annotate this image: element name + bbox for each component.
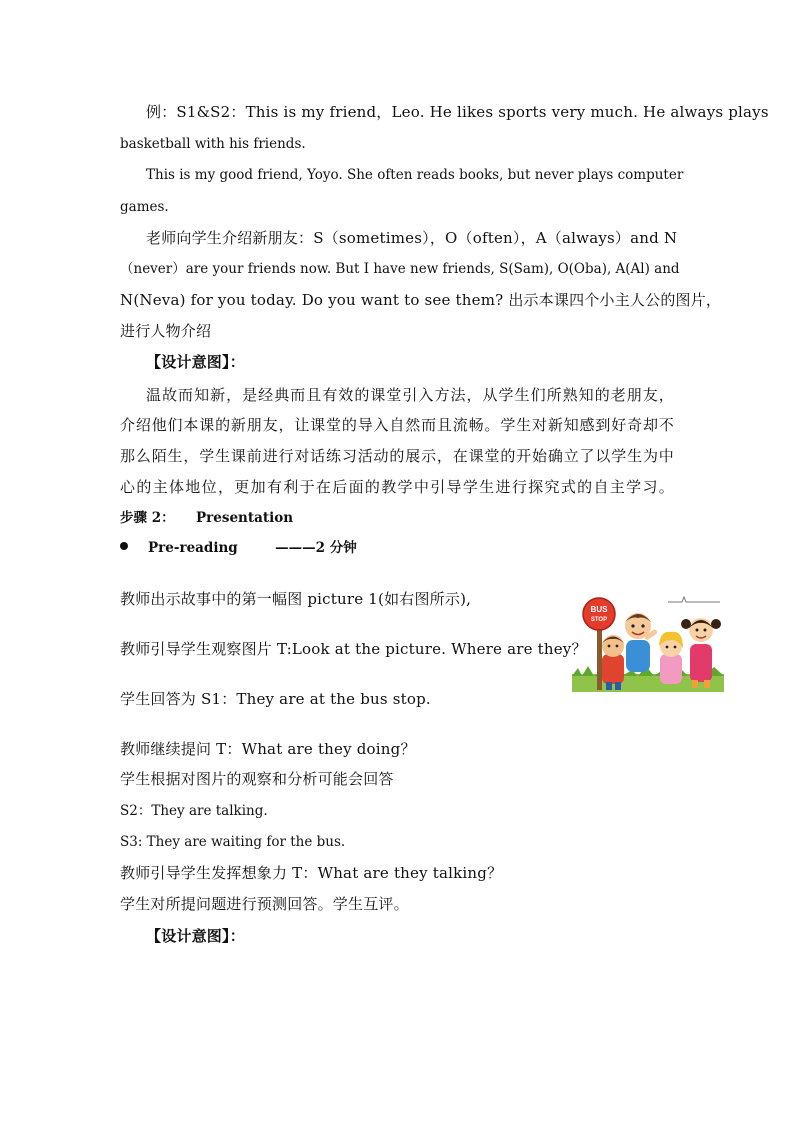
design-intent-heading-2: 【设计意图】： xyxy=(146,927,245,945)
design-line-3: 那么陌生，学生课前进行对话练习活动的展示，在课堂的开始确立了以学生为中 xyxy=(120,447,674,465)
step2-heading xyxy=(120,508,293,528)
intro-line-3: N(Neva) for you today. Do you want to see them? 出示本课四个小主人公的图片， xyxy=(120,291,722,309)
pre-reading-label: Pre-reading xyxy=(148,540,238,556)
design-line-4: 心的主体地位，更加有利于在后面的教学中引导学生进行探究式的自主学习。 xyxy=(120,478,674,496)
example-line-1: 例：S1&S2：This is my friend，Leo. He likes sports very much. He always plays xyxy=(146,103,769,121)
speech-bubble-edge xyxy=(668,597,720,602)
pre-reading-duration: ———2 分钟 xyxy=(275,540,357,556)
design-intent-heading-1: 【设计意图】： xyxy=(146,353,245,371)
intro-line-2: （never）are your friends now. But I have new friends, S(Sam), O(Oba), A(Al) and xyxy=(120,261,680,277)
dialogue-line-4: 教师继续提问 T：What are they doing？ xyxy=(120,740,416,758)
example-line-3: This is my good friend, Yoyo. She often reads books, but never plays computer xyxy=(146,167,684,183)
sign-text-stop: STOP xyxy=(590,617,608,623)
design-line-2: 介绍他们本课的新朋友，让课堂的导入自然而且流畅。学生对新知感到好奇却不 xyxy=(120,416,674,434)
dialogue-line-9: 学生对所提问题进行预测回答。学生互评。 xyxy=(120,895,409,913)
intro-line-1: 老师向学生介绍新朋友：S（sometimes），O（often），A（always）and N xyxy=(146,229,678,247)
design-line-1: 温故而知新，是经典而且有效的课堂引入方法，从学生们所熟知的老朋友， xyxy=(146,386,674,404)
dialogue-line-8: 教师引导学生发挥想象力 T：What are they talking？ xyxy=(120,864,503,882)
example-line-4: games. xyxy=(120,199,169,215)
step2-label: 步骤 2： xyxy=(120,510,175,526)
boy-in-blue xyxy=(625,613,658,672)
bullet-dot xyxy=(120,542,128,550)
intro-line-4: 进行人物介绍 xyxy=(120,322,212,340)
bus-stop-illustration xyxy=(572,596,724,692)
boy-in-red xyxy=(602,635,624,690)
dialogue-line-6: S2：They are talking. xyxy=(120,803,268,819)
example-line-2: basketball with his friends. xyxy=(120,136,306,152)
step2-title: Presentation xyxy=(196,510,294,526)
bus-stop-sign xyxy=(583,598,615,630)
dialogue-line-2: 教师引导学生观察图片 T:Look at the picture. Where are they？ xyxy=(120,640,587,658)
pre-reading-line xyxy=(148,538,357,558)
dialogue-line-3: 学生回答为 S1：They are at the bus stop. xyxy=(120,690,431,708)
dialogue-line-7: S3: They are waiting for the bus. xyxy=(120,834,346,850)
sign-text-bus: BUS xyxy=(590,605,608,614)
dialogue-line-5: 学生根据对图片的观察和分析可能会回答 xyxy=(120,770,394,788)
dialogue-line-1: 教师出示故事中的第一幅图 picture 1(如右图所示), xyxy=(120,590,472,608)
girl-blonde xyxy=(659,632,683,684)
